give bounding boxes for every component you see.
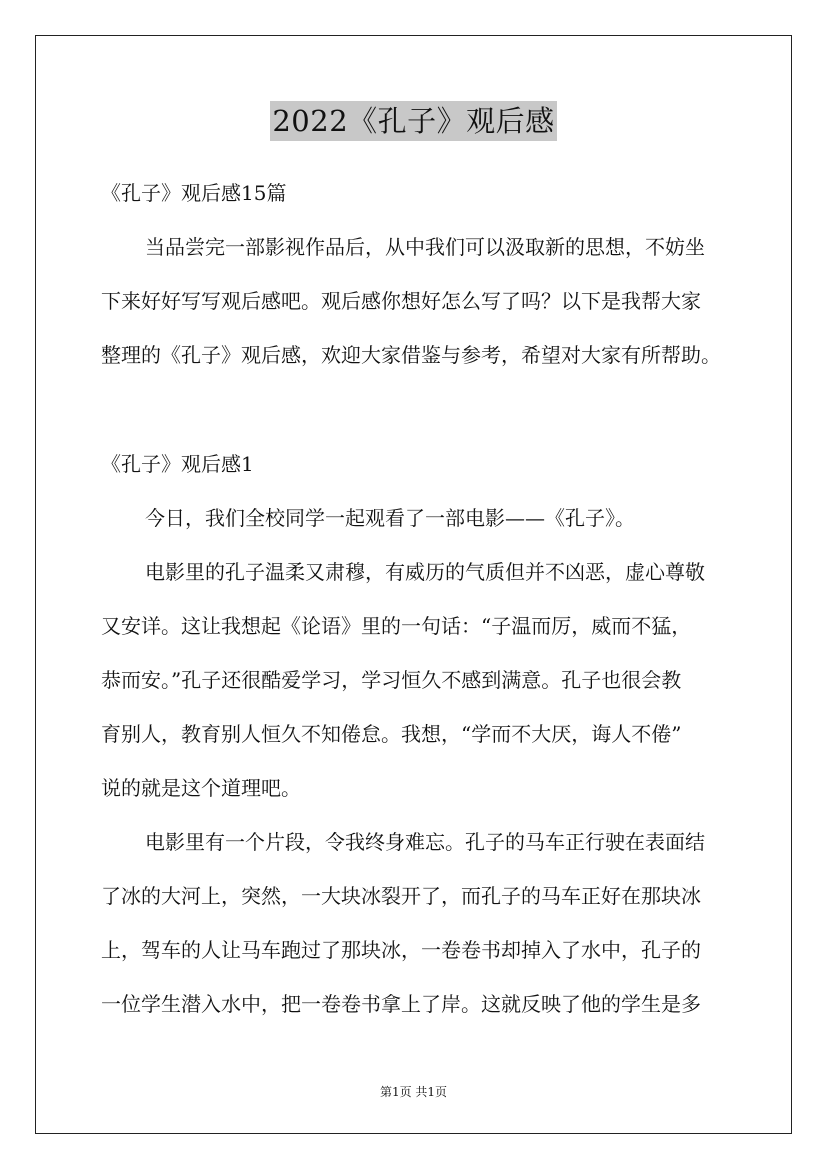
- title-container: [0, 101, 827, 141]
- paragraph-line: 上，驾车的人让马车跑过了那块冰，一卷卷书却掉入了水中，孔子的: [101, 938, 701, 962]
- paragraph-line: 今日，我们全校同学一起观看了一部电影——《孔子》。: [145, 506, 635, 530]
- paragraph-line: 电影里有一个片段，令我终身难忘。孔子的马车正行驶在表面结: [145, 830, 705, 854]
- paragraph-line: 当品尝完一部影视作品后，从中我们可以汲取新的思想，不妨坐: [145, 235, 705, 259]
- paragraph-line: 了冰的大河上，突然，一大块冰裂开了，而孔子的马车正好在那块冰: [101, 884, 701, 908]
- paragraph-line: 一位学生潜入水中，把一卷卷书拿上了岸。这就反映了他的学生是多: [101, 992, 701, 1016]
- body-paragraph-3: [101, 815, 741, 1031]
- paragraph-line: 育别人，教育别人恒久不知倦怠。我想，“学而不大厌，诲人不倦”: [101, 722, 682, 746]
- section-heading-line: 《孔子》观后感1: [101, 452, 254, 476]
- intro-paragraph: [101, 220, 741, 382]
- paragraph-line: 下来好好写写观后感吧。观后感你想好怎么写了吗？以下是我帮大家: [101, 289, 701, 313]
- page-footer: 第1页 共1页: [379, 1085, 448, 1099]
- subtitle: [101, 166, 741, 220]
- paragraph-line: 整理的《孔子》观后感，欢迎大家借鉴与参考，希望对大家有所帮助。: [101, 343, 721, 367]
- body-paragraph-2: [101, 545, 741, 815]
- paragraph-line: 恭而安。”孔子还很酷爱学习，学习恒久不感到满意。孔子也很会教: [101, 668, 682, 692]
- paragraph-line: 又安详。这让我想起《论语》里的一句话：“子温而厉，威而不猛，: [101, 614, 692, 638]
- paragraph-line: 电影里的孔子温柔又肃穆，有威历的气质但并不凶恶，虚心尊敬: [145, 560, 705, 584]
- body-paragraph-1: [101, 491, 741, 545]
- subtitle-line: 《孔子》观后感15篇: [101, 181, 287, 205]
- paragraph-line: 说的就是这个道理吧。: [101, 776, 301, 800]
- section-heading: [101, 437, 741, 491]
- document-title: 2022《孔子》观后感: [270, 101, 556, 141]
